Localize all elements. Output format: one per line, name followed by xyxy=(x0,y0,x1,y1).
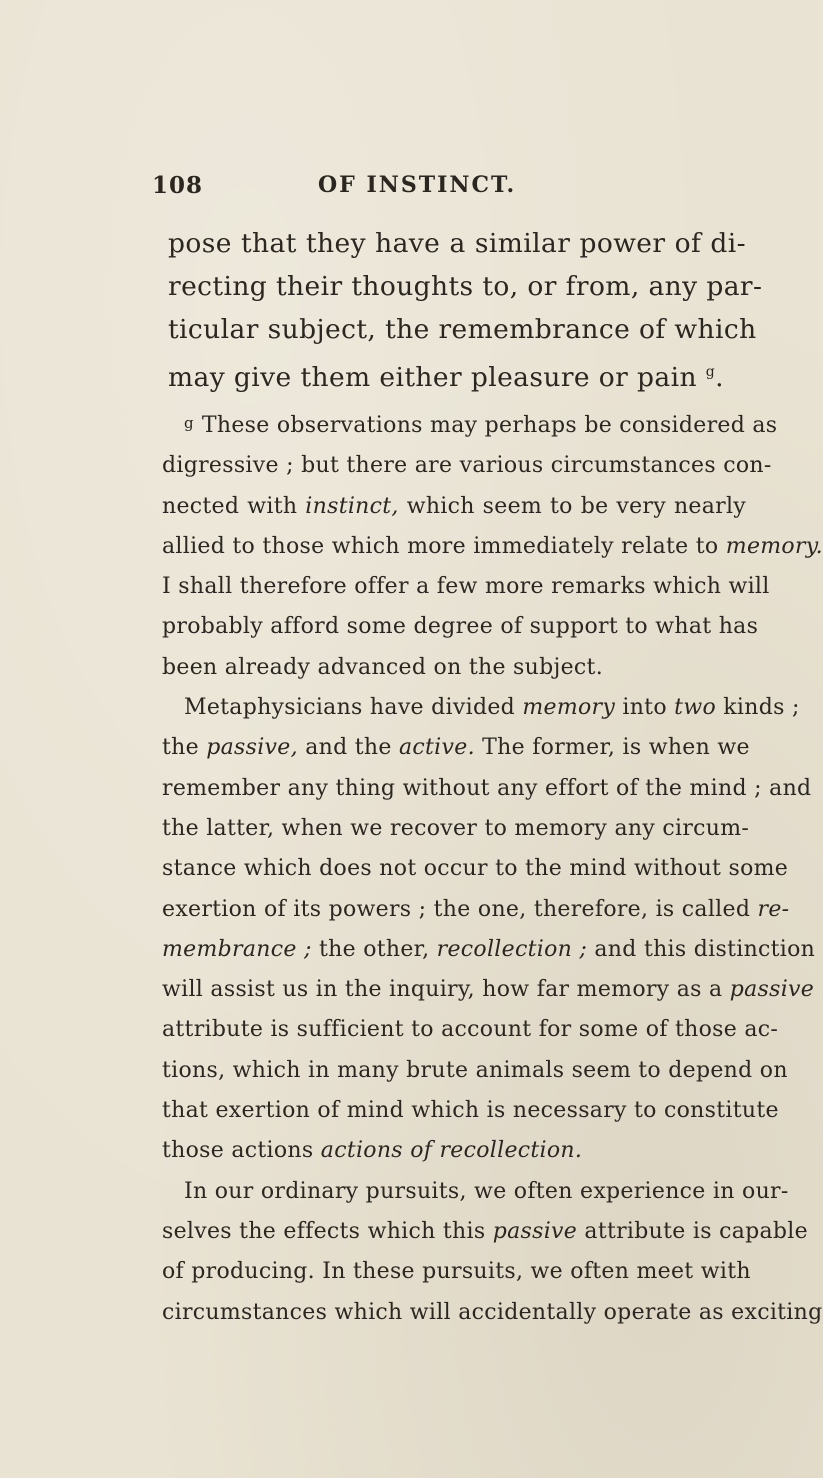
footnote-italic: passive, xyxy=(206,735,298,761)
footnote-italic: passive xyxy=(492,1218,578,1244)
footnote-line xyxy=(162,930,816,970)
footnote-line xyxy=(162,688,800,728)
footnote-segment: attribute is capable xyxy=(584,1218,808,1244)
footnote-italic: re- xyxy=(757,896,790,922)
footnote-line xyxy=(162,728,750,768)
footnote-line: probably afford some degree of support to what has xyxy=(162,614,759,640)
footnote-italic: recollection ; xyxy=(436,936,588,962)
footnote-block xyxy=(162,403,823,1333)
footnote-line: the latter, when we recover to memory any circum- xyxy=(162,815,750,841)
footnote-segment: allied to those which more immediately relate to xyxy=(162,533,719,559)
footnote-segment: into xyxy=(622,695,667,721)
footnote-line: circumstances which will accidentally operate as exciting xyxy=(162,1299,823,1325)
main-text-segment: may give them either pleasure or pain xyxy=(168,362,697,393)
footnote-line: been already advanced on the subject. xyxy=(162,654,603,680)
footnote-line: remember any thing without any effort of the mind ; and xyxy=(162,775,812,801)
footnote-italic: active. xyxy=(399,735,475,761)
footnote-line xyxy=(162,527,823,567)
footnote-italic: memory. xyxy=(725,533,823,559)
footnote-line: In our ordinary pursuits, we often experience in our- xyxy=(184,1178,789,1204)
footnote-line: that exertion of mind which is necessary to constitute xyxy=(162,1098,779,1124)
footnote-italic: passive xyxy=(729,977,815,1003)
main-text-line: recting their thoughts to, or from, any par- xyxy=(168,271,763,302)
footnote-line xyxy=(162,1131,746,1171)
main-text-block xyxy=(168,222,763,399)
footnote-italic: membrance ; xyxy=(162,936,312,962)
footnote-segment: exertion of its powers ; the one, therefore, is called xyxy=(162,896,751,922)
footnote-line xyxy=(162,890,790,930)
footnote-segment: nected with xyxy=(162,493,298,519)
footnote-line xyxy=(162,487,746,527)
footnote-line: digressive ; but there are various circumstances con- xyxy=(162,453,772,479)
footnote-marker: g xyxy=(184,414,194,432)
page-header xyxy=(0,172,801,212)
footnote-segment: selves the effects which this xyxy=(162,1218,486,1244)
footnote-segment: and the xyxy=(305,735,392,761)
footnote-italic: actions of recollection. xyxy=(320,1138,583,1164)
main-text-line: ticular subject, the remembrance of which xyxy=(168,314,757,345)
footnote-segment: will assist us in the inquiry, how far memory as a xyxy=(162,977,723,1003)
footnote-italic: two xyxy=(674,695,716,721)
footnote-segment: the other, xyxy=(318,936,430,962)
footnote-line: stance which does not occur to the mind without some xyxy=(162,856,789,882)
footnote-italic: memory xyxy=(522,695,616,721)
footnote-line xyxy=(162,1212,808,1252)
footnote-segment: Metaphysicians have divided xyxy=(184,695,516,721)
footnote-segment: those actions xyxy=(162,1138,314,1164)
running-head: OF INSTINCT. xyxy=(318,172,517,198)
footnote-italic: instinct, xyxy=(305,493,399,519)
footnote-segment: and this distinction xyxy=(594,936,816,962)
footnote-segment: The former, is when we xyxy=(482,735,750,761)
footnote-segment: kinds ; xyxy=(723,695,800,721)
main-text-line: pose that they have a similar power of di- xyxy=(168,228,746,259)
footnote-line xyxy=(162,970,815,1010)
footnote-line: attribute is sufficient to account for some of those ac- xyxy=(162,1017,779,1043)
footnote-segment: the xyxy=(162,735,199,761)
footnote-line xyxy=(162,403,778,446)
main-text-segment: . xyxy=(715,362,724,393)
footnote-line: I shall therefore offer a few more remarks which will xyxy=(162,574,770,600)
footnote-reference: g xyxy=(705,364,716,380)
footnote-line: tions, which in many brute animals seem to depend on xyxy=(162,1057,788,1083)
footnote-line: of producing. In these pursuits, we often meet with xyxy=(162,1259,751,1285)
footnote-segment: which seem to be very nearly xyxy=(406,493,747,519)
footnote-segment: These observations may perhaps be considered as xyxy=(201,413,778,438)
main-text-line xyxy=(168,351,746,399)
page-number: 108 xyxy=(152,172,204,199)
